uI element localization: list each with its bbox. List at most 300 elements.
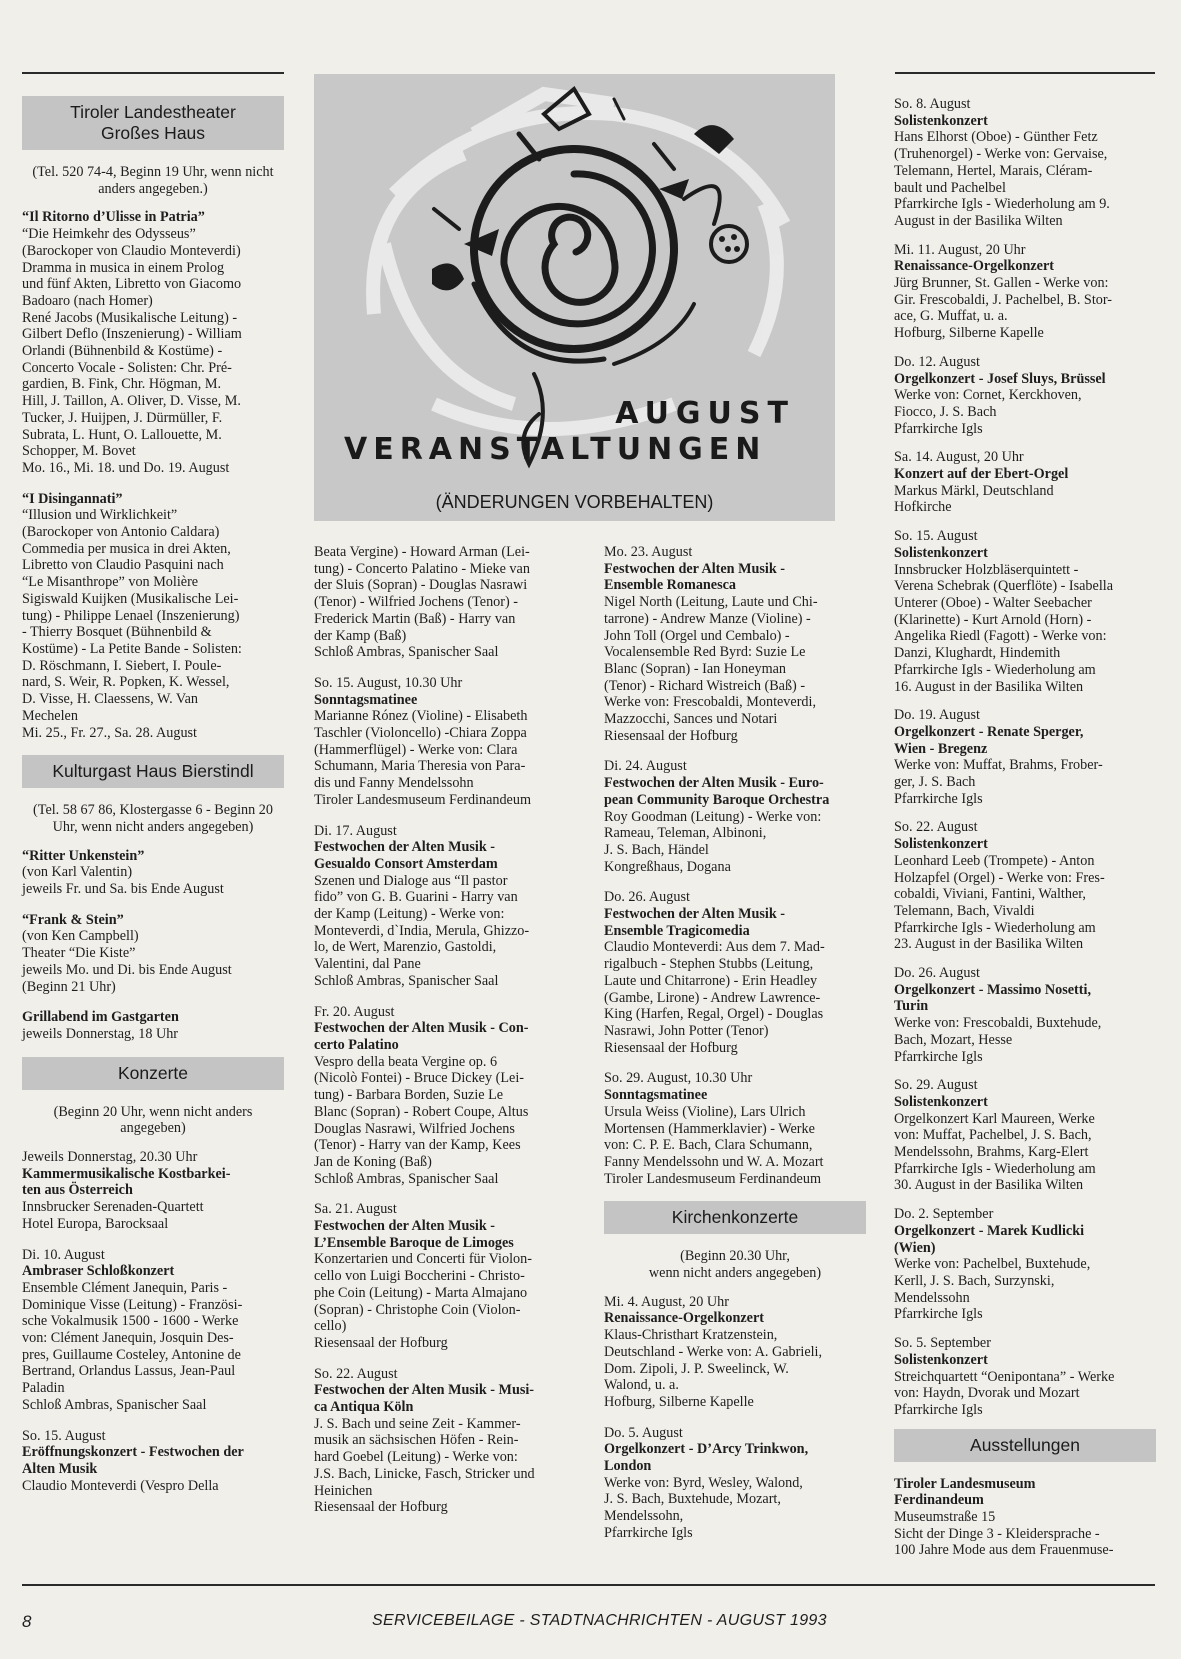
- event-line: (von Ken Campbell): [22, 928, 139, 945]
- event-line: rigalbuch - Stephen Stubbs (Leitung,: [604, 956, 814, 973]
- event-line: Sigiswald Kuijken (Musikalische Lei-: [22, 590, 239, 607]
- event-title-line: Turin: [894, 998, 929, 1015]
- event-line: Jan de Koning (Baß): [314, 1153, 432, 1170]
- event-line: Dominique Visse (Leitung) - Französi-: [22, 1296, 243, 1313]
- event-line: “Illusion und Wirklichkeit”: [22, 507, 178, 524]
- event-line: Tiroler Landesmuseum Ferdinandeum: [604, 1170, 821, 1187]
- event-item: [314, 544, 572, 661]
- event-item: Do. 5. August Orgelkonzert - D’Arcy Trinkwon, London Werke von: Byrd, Wesley, Walond, J. S. Bach, Buxtehude, Mozart, Mendelssohn, Pfarrkirche Igls: [604, 1425, 866, 1542]
- event-title-line: Sonntagsmatinee: [314, 691, 418, 708]
- event-line: der Sluis (Sopran) - Douglas Nasrawi: [314, 577, 528, 594]
- section-subtitle: (Tel. 520 74-4, Beginn 19 Uhr, wenn nicht anders angegeben.): [32, 164, 274, 197]
- event-line: Verena Schebrak (Querflöte) - Isabella: [894, 578, 1114, 595]
- event-line: J.S. Bach, Linicke, Fasch, Stricker und: [314, 1465, 535, 1482]
- event-details: [604, 594, 866, 744]
- event-line: (Gambe, Lirone) - Andrew Lawrence-: [604, 989, 821, 1006]
- event-title: [314, 839, 572, 872]
- event-line: (Barockoper von Antonio Caldara): [22, 524, 220, 541]
- event-line: Mendelssohn,: [604, 1508, 684, 1525]
- event-item: Jeweils Donnerstag, 20.30 Uhr Kammermusikalische Kostbarkei- ten aus Österreich Innsbrucker Serenaden-Quartett Hotel Europa, Barocksaal: [22, 1149, 284, 1233]
- event-line: Gilbert Deflo (Inszenierung) - William: [22, 326, 242, 343]
- section-header-bierstindl: Kulturgast Haus Bierstindl: [22, 755, 284, 788]
- event-title: [22, 1166, 284, 1199]
- event-line: Innsbrucker Holzbläserquintett -: [894, 561, 1079, 578]
- event-line: (Truhenorgel) - Werke von: Gervaise,: [894, 146, 1108, 163]
- event-title: [894, 1223, 1156, 1256]
- event-line: (Tenor) - Wilfried Jochens (Tenor) -: [314, 594, 518, 611]
- event-line: ger, J. S. Bach: [894, 774, 976, 791]
- event-line: Mazzocchi, Sances und Notari: [604, 711, 778, 728]
- event-title: [604, 1441, 866, 1474]
- event-line: (Tenor) - Harry van der Kamp, Kees: [314, 1137, 521, 1154]
- event-line: der Kamp (Baß): [314, 627, 407, 644]
- event-line: Pfarrkirche Igls - Wiederholung am 9.: [894, 196, 1110, 213]
- event-line: Orlandi (Bühnenbild & Kostüme) -: [22, 343, 223, 360]
- event-line: Heinichen: [314, 1482, 373, 1499]
- event-line: Ensemble Clément Janequin, Paris -: [22, 1279, 228, 1296]
- event-line: 23. August in der Basilika Wilten: [894, 936, 1084, 953]
- event-line: Pfarrkirche Igls - Wiederholung am: [894, 919, 1096, 936]
- event-line: sche Vokalmusik 1500 - 1600 - Werke: [22, 1313, 239, 1330]
- event-details: [604, 939, 866, 1056]
- event-line: von: Haydn, Dvorak und Mozart: [894, 1385, 1080, 1402]
- event-details: [604, 1327, 866, 1411]
- event-line: cobaldi, Viviani, Fantini, Walther,: [894, 886, 1086, 903]
- event-line: Schumann, Maria Theresia von Para-: [314, 758, 526, 775]
- event-details: [894, 1256, 1156, 1323]
- event-line: Pfarrkirche Igls: [894, 1306, 983, 1323]
- event-title-line: Sonntagsmatinee: [604, 1087, 708, 1104]
- event-line: Hans Elhorst (Oboe) - Günther Fetz: [894, 129, 1098, 146]
- event-title: [894, 1094, 1156, 1111]
- event-title-line: Solistenkonzert: [894, 112, 988, 129]
- event-line: Pfarrkirche Igls: [894, 420, 983, 437]
- event-line: nard, S. Weir, R. Popken, K. Wessel,: [22, 674, 230, 691]
- event-title-line: Ambraser Schloßkonzert: [22, 1263, 175, 1280]
- event-line: Szenen und Dialoge aus “Il pastor: [314, 872, 508, 889]
- event-line: Danzi, Klughardt, Hindemith: [894, 645, 1061, 662]
- event-line: und fünf Akten, Libretto von Giacomo: [22, 276, 242, 293]
- event-line: D. Visse, H. Claessens, W. Van: [22, 691, 198, 708]
- column-4: [894, 96, 1156, 1573]
- event-line: (von Karl Valentin): [22, 864, 133, 881]
- event-line: Blanc (Sopran) - Robert Coupe, Altus: [314, 1103, 529, 1120]
- event-line: Werke von: Frescobaldi, Buxtehude,: [894, 1015, 1102, 1032]
- event-title: [314, 1218, 572, 1251]
- event-line: dis und Fanny Mendelssohn: [314, 775, 474, 792]
- event-line: Streichquartett “Oenipontana” - Werke: [894, 1368, 1115, 1385]
- footer-text: SERVICEBEILAGE - STADTNACHRICHTEN - AUGUST 1993: [372, 1612, 827, 1629]
- section-subtitle: (Tel. 58 67 86, Klostergasse 6 - Beginn 20 Uhr, wenn nicht anders angegeben): [33, 802, 273, 835]
- event-title-line: Solistenkonzert: [894, 1351, 988, 1368]
- event-line: Sicht der Dinge 3 - Kleidersprache -: [894, 1525, 1100, 1542]
- event-line: Orgelkonzert Karl Maureen, Werke: [894, 1110, 1095, 1127]
- event-line: Schloß Ambras, Spanischer Saal: [22, 1396, 207, 1413]
- event-details: [894, 1015, 1156, 1065]
- event-line: Schopper, M. Bovet: [22, 443, 136, 460]
- event-title-line: Renaissance-Orgelkonzert: [604, 1310, 764, 1327]
- event-details: [22, 864, 284, 897]
- event-line: Theater “Die Kiste”: [22, 945, 136, 962]
- event-line: (Nicolò Fontei) - Bruce Dickey (Lei-: [314, 1070, 524, 1087]
- event-title-line: Kammermusikalische Kostbarkei-: [22, 1165, 231, 1182]
- event-item: Mo. 23. August Festwochen der Alten Musik - Ensemble Romanesca Nigel North (Leitung, Laute und Chi- tarrone) - Andrew Manze (Violine) - John Toll (Orgel und Cembalo) - Vocalensemble Red Byrd: Suzie Le Blanc (Sopran) - Ian Honeyman (Tenor) - Richard Wistreich (Baß) - Werke von: Frescobaldi, Monteverdi, Mazzocchi, Sances und Notari Riesensaal der Hofburg: [604, 544, 866, 744]
- event-line: Leonhard Leeb (Trompete) - Anton: [894, 852, 1095, 869]
- event-line: Hofkirche: [894, 499, 952, 516]
- event-line: Kostüme) - La Petite Bande - Solisten:: [22, 640, 242, 657]
- event-line: musik an sächsischen Höfen - Rein-: [314, 1432, 519, 1449]
- event-line: tung) - Concerto Palatino - Mieke van: [314, 560, 530, 577]
- event-details: [314, 1416, 572, 1516]
- event-details: [314, 544, 572, 661]
- event-line: cello von Luigi Boccherini - Christo-: [314, 1268, 525, 1285]
- event-line: (Klarinette) - Kurt Arnold (Horn) -: [894, 611, 1092, 628]
- event-line: Hofburg, Silberne Kapelle: [894, 325, 1044, 342]
- event-line: (Sopran) - Christophe Coin (Violon-: [314, 1301, 521, 1318]
- event-item: Grillabend im Gastgarten jeweils Donnerstag, 18 Uhr: [22, 1009, 284, 1042]
- event-line: (Beginn 20.30 Uhr,: [680, 1248, 790, 1265]
- event-details: [894, 562, 1156, 696]
- hero-title-veranstaltungen: VERANSTALTUNGEN: [344, 432, 767, 467]
- event-title-line: Orgelkonzert - Marek Kudlicki: [894, 1222, 1085, 1239]
- event-title: [22, 1444, 284, 1477]
- event-title: [894, 371, 1156, 388]
- event-line: Schloß Ambras, Spanischer Saal: [314, 972, 499, 989]
- event-details: [22, 1478, 284, 1495]
- event-line: von: Muffat, Pachelbel, J. S. Bach,: [894, 1127, 1092, 1144]
- event-line: Mechelen: [22, 707, 78, 724]
- event-item: “Il Ritorno d’Ulisse in Patria” “Die Heimkehr des Odysseus” (Barockoper von Claudio Monteverdi) Dramma in musica in einem Prolog und fünf Akten, Libretto von Giacomo Badoaro (nach Homer) René Jacobs (Musikalische Leitung) - Gilbert Deflo (Inszenierung) - William Orlandi (Bühnenbild & Kostüme) - Concerto Vocale - Solisten: Chr. Pré- gardien, B. Fink, Chr. Högman, M. Hill, J. Taillon, A. Oliver, D. Visse, M. Tucker, J. Huijpen, J. Dürmüller, F. Subrata, L. Hunt, O. Lallouette, M. Schopper, M. Bovet Mo. 16., Mi. 18. und Do. 19. August: [22, 209, 284, 476]
- event-line: Werke von: Pachelbel, Buxtehude,: [894, 1256, 1091, 1273]
- event-details: [314, 1251, 572, 1351]
- event-title-line: Festwochen der Alten Musik -: [314, 1218, 496, 1235]
- column-2: [314, 544, 572, 1530]
- event-title: [894, 113, 1156, 130]
- event-line: tung) - Barbara Borden, Suzie Le: [314, 1087, 504, 1104]
- event-details: [894, 1369, 1156, 1419]
- event-title-line: Solistenkonzert: [894, 544, 988, 561]
- section-subtitle: [610, 1248, 860, 1281]
- event-line: der Kamp (Leitung) - Werke von:: [314, 906, 505, 923]
- event-line: Tucker, J. Huijpen, J. Dürmüller, F.: [22, 409, 223, 426]
- event-title: [894, 545, 1156, 562]
- column-3: [604, 544, 866, 1556]
- event-line: Telemann, Hertel, Marais, Cléram-: [894, 162, 1093, 179]
- column-1: [22, 92, 284, 1508]
- event-line: Mo. 16., Mi. 18. und Do. 19. August: [22, 459, 230, 476]
- hero-note: (ÄNDERUNGEN VORBEHALTEN): [435, 492, 714, 512]
- event-line: Walond, u. a.: [604, 1377, 679, 1394]
- event-line: Innsbrucker Serenaden-Quartett: [22, 1199, 204, 1216]
- event-title-line: ca Antiqua Köln: [314, 1399, 414, 1416]
- event-title-line: Festwochen der Alten Musik -: [604, 906, 786, 923]
- section-header-kirchenkonzerte: Kirchenkonzerte: [604, 1201, 866, 1234]
- event-item: Di. 10. August Ambraser Schloßkonzert Ensemble Clément Janequin, Paris - Dominique Visse (Leitung) - Französi- sche Vokalmusik 1500 - 1600 - Werke von: Clément Janequin, Josquin Des- pres, Guillaume Costeley, Antonine de Bertrand, Orlandus Lassus, Jean-Paul Paladin Schloß Ambras, Spanischer Saal: [22, 1247, 284, 1414]
- event-line: tung) - Philippe Lenael (Inszenierung): [22, 607, 240, 624]
- event-line: cello): [314, 1318, 347, 1335]
- event-title: [894, 258, 1156, 275]
- event-line: Badoaro (nach Homer): [22, 292, 153, 309]
- event-title-line: pean Community Baroque Orchestra: [604, 791, 830, 808]
- event-line: Vespro della beata Vergine op. 6: [314, 1053, 498, 1070]
- event-line: (Hammerflügel) - Werke von: Clara: [314, 741, 518, 758]
- event-title-line: Solistenkonzert: [894, 836, 988, 853]
- event-line: Kongreßhaus, Dogana: [604, 858, 731, 875]
- event-line: Holzapfel (Orgel) - Werke von: Fres-: [894, 869, 1105, 886]
- event-item: Do. 2. September Orgelkonzert - Marek Kudlicki (Wien) Werke von: Pachelbel, Buxtehude, Kerll, J. S. Bach, Surzynski, Mendelssohn Pfarrkirche Igls: [894, 1206, 1156, 1323]
- event-title-line: Konzert auf der Ebert-Orgel: [894, 466, 1069, 483]
- page-number: 8: [22, 1612, 32, 1631]
- event-line: lo, de Wert, Marenzio, Gastoldi,: [314, 939, 497, 956]
- event-item: So. 29. August Solistenkonzert Orgelkonzert Karl Maureen, Werke von: Muffat, Pachelbel, J. S. Bach, Mendelssohn, Brahms, Karg-Elert Pfarrkirche Igls - Wiederholung am 30. August in der Basilika Wilten: [894, 1077, 1156, 1194]
- event-title: [894, 1476, 1156, 1509]
- event-line: Deutschland - Werke von: A. Gabrieli,: [604, 1343, 823, 1360]
- event-line: tarrone) - Andrew Manze (Violine) -: [604, 610, 811, 627]
- event-title-line: Tiroler Landesmuseum: [894, 1475, 1036, 1492]
- event-line: Blanc (Sopran) - Ian Honeyman: [604, 660, 787, 677]
- section-subtitle: (Beginn 20 Uhr, wenn nicht anders angegeben): [53, 1103, 253, 1137]
- event-line: Nigel North (Leitung, Laute und Chi-: [604, 594, 818, 611]
- event-title-line: Orgelkonzert - D’Arcy Trinkwon,: [604, 1441, 809, 1458]
- event-line: wenn nicht anders angegeben): [648, 1265, 822, 1282]
- section-header-landestheater: Tiroler Landestheater Großes Haus: [22, 96, 284, 150]
- event-line: Hill, J. Taillon, A. Oliver, D. Visse, M.: [22, 393, 241, 410]
- event-line: Dramma in musica in einem Prolog: [22, 259, 225, 276]
- event-line: Concerto Vocale - Solisten: Chr. Pré-: [22, 359, 232, 376]
- event-title: [604, 775, 866, 808]
- event-item: Di. 17. August Festwochen der Alten Musik - Gesualdo Consort Amsterdam Szenen und Dialoge aus “Il pastor fido” von G. B. Guarini - Harry van der Kamp (Leitung) - Werke von: Monteverdi, d`India, Merula, Ghizzo- lo, de Wert, Marenzio, Gastoldi, Valentini, dal Pane Schloß Ambras, Spanischer Saal: [314, 823, 572, 990]
- event-title-line: Festwochen der Alten Musik -: [604, 560, 786, 577]
- event-line: (Beginn 21 Uhr): [22, 978, 116, 995]
- event-line: Tiroler Landesmuseum Ferdinandeum: [314, 791, 531, 808]
- event-details: [22, 507, 284, 741]
- event-line: Schloß Ambras, Spanischer Saal: [314, 644, 499, 661]
- event-item: So. 22. August Festwochen der Alten Musik - Musi- ca Antiqua Köln J. S. Bach und seine Zeit - Kammer- musik an sächsischen Höfen - Rein- hard Goebel (Leitung) - Werke von: J.S. Bach, Linicke, Fasch, Stricker und Heinichen Riesensaal der Hofburg: [314, 1366, 572, 1516]
- event-line: gardien, B. Fink, Chr. Högman, M.: [22, 376, 222, 393]
- event-title: [894, 982, 1156, 1015]
- event-title: [604, 561, 866, 594]
- event-title: [894, 724, 1156, 757]
- event-line: Pfarrkirche Igls - Wiederholung am: [894, 1160, 1096, 1177]
- event-line: Mendelssohn: [894, 1289, 970, 1306]
- event-line: Paladin: [22, 1380, 65, 1397]
- event-item: Sa. 21. August Festwochen der Alten Musik - L’Ensemble Baroque de Limoges Konzertarien und Concerti für Violon- cello von Luigi Boccherini - Christo- phe Coin (Leitung) - Marta Almajano (Sopran) - Christophe Coin (Violon- cello) Riesensaal der Hofburg: [314, 1201, 572, 1351]
- event-title-line: Gesualdo Consort Amsterdam: [314, 855, 498, 872]
- event-line: King (Harfen, Regal, Orgel) - Douglas: [604, 1006, 824, 1023]
- event-title: [314, 692, 572, 709]
- event-line: Dom. Zipoli, J. P. Sweelinck, W.: [604, 1360, 789, 1377]
- event-line: Kerll, J. S. Bach, Surzynski,: [894, 1273, 1055, 1289]
- event-line: Marianne Rónez (Violine) - Elisabeth: [314, 708, 528, 725]
- event-details: [604, 1104, 866, 1188]
- event-line: August in der Basilika Wilten: [894, 212, 1063, 229]
- event-line: J. S. Bach, Händel: [604, 841, 709, 858]
- event-line: Pfarrkirche Igls: [894, 790, 983, 807]
- event-line: pres, Guillaume Costeley, Antonine de: [22, 1346, 241, 1363]
- event-title: [604, 1087, 866, 1104]
- bottom-rule: [22, 1584, 1155, 1586]
- event-line: von: C. P. E. Bach, Clara Schumann,: [604, 1137, 813, 1154]
- event-line: 16. August in der Basilika Wilten: [894, 678, 1084, 695]
- event-line: phe Coin (Leitung) - Marta Almajano: [314, 1284, 528, 1301]
- event-title: [894, 1352, 1156, 1369]
- event-title-line: Wien - Bregenz: [894, 740, 988, 757]
- event-details: [22, 1026, 284, 1043]
- event-line: Claudio Monteverdi (Vespro Della: [22, 1477, 219, 1494]
- event-title-line: Festwochen der Alten Musik - Musi-: [314, 1382, 535, 1399]
- event-line: Markus Märkl, Deutschland: [894, 482, 1054, 499]
- event-details: [610, 1248, 860, 1281]
- event-line: 30. August in der Basilika Wilten: [894, 1177, 1084, 1194]
- event-line: jeweils Fr. und Sa. bis Ende August: [22, 881, 224, 898]
- event-title: [604, 906, 866, 939]
- event-item: Do. 12. August Orgelkonzert - Josef Sluys, Brüssel Werke von: Cornet, Kerckhoven, Fiocco, J. S. Bach Pfarrkirche Igls: [894, 354, 1156, 438]
- event-line: Subrata, L. Hunt, O. Lallouette, M.: [22, 426, 222, 443]
- event-item: So. 5. September Solistenkonzert Streichquartett “Oenipontana” - Werke von: Haydn, Dvorak und Mozart Pfarrkirche Igls: [894, 1335, 1156, 1419]
- event-title-line: Orgelkonzert - Massimo Nosetti,: [894, 981, 1091, 998]
- event-title: [894, 836, 1156, 853]
- event-line: von: Clément Janequin, Josquin Des-: [22, 1330, 234, 1347]
- event-line: Pfarrkirche Igls: [894, 1401, 983, 1418]
- event-line: Werke von: Byrd, Wesley, Walond,: [604, 1474, 803, 1491]
- event-item: Sa. 14. August, 20 Uhr Konzert auf der Ebert-Orgel Markus Märkl, Deutschland Hofkirche: [894, 449, 1156, 516]
- event-details: [22, 1280, 284, 1414]
- event-details: [314, 708, 572, 808]
- event-line: (Tenor) - Richard Wistreich (Baß) -: [604, 677, 806, 694]
- event-title-line: certo Palatino: [314, 1036, 399, 1053]
- event-title-line: Renaissance-Orgelkonzert: [894, 258, 1054, 275]
- top-rule-right: [895, 72, 1155, 74]
- event-line: - Thierry Bosquet (Bühnenbild &: [22, 624, 212, 641]
- top-rule-left: [22, 72, 284, 74]
- event-title-line: Ensemble Romanesca: [604, 577, 737, 594]
- event-title-line: Orgelkonzert - Josef Sluys, Brüssel: [894, 370, 1106, 387]
- event-details: [604, 809, 866, 876]
- event-title-line: ten aus Österreich: [22, 1182, 133, 1199]
- event-item: Di. 24. August Festwochen der Alten Musik - Euro- pean Community Baroque Orchestra Roy Goodman (Leitung) - Werke von: Rameau, Teleman, Albinoni, J. S. Bach, Händel Kongreßhaus, Dogana: [604, 758, 866, 875]
- event-line: Fanny Mendelssohn und W. A. Mozart: [604, 1153, 824, 1170]
- event-item: So. 15. August Solistenkonzert Innsbrucker Holzbläserquintett - Verena Schebrak (Querflöte) - Isabella Unterer (Oboe) - Walter Seebacher (Klarinette) - Kurt Arnold (Horn) - Angelika Riedl (Fagott) - Werke von: Danzi, Klughardt, Hindemith Pfarrkirche Igls - Wiederholung am 16. August in der Basilika Wilten: [894, 528, 1156, 695]
- event-item: Do. 19. August Orgelkonzert - Renate Sperger, Wien - Bregenz Werke von: Muffat, Brahms, Frober- ger, J. S. Bach Pfarrkirche Igls: [894, 707, 1156, 807]
- event-details: [314, 873, 572, 990]
- event-line: Douglas Nasrawi, Wilfried Jochens: [314, 1120, 515, 1137]
- event-title: [894, 466, 1156, 483]
- event-line: Hofburg, Silberne Kapelle: [604, 1393, 754, 1410]
- event-details: [22, 1199, 284, 1232]
- event-line: Werke von: Frescobaldi, Monteverdi,: [604, 694, 817, 711]
- event-details: [604, 1475, 866, 1542]
- event-line: hard Goebel (Leitung) - Werke von:: [314, 1449, 518, 1466]
- event-line: Claudio Monteverdi: Aus dem 7. Mad-: [604, 939, 825, 956]
- event-item: “Ritter Unkenstein” (von Karl Valentin) jeweils Fr. und Sa. bis Ende August: [22, 848, 284, 898]
- event-details: [22, 928, 284, 995]
- event-line: Laute und Chitarrone) - Erin Headley: [604, 972, 818, 989]
- event-details: [894, 129, 1156, 229]
- event-line: Monteverdi, d`India, Merula, Ghizzo-: [314, 922, 530, 939]
- event-line: Nasrawi, John Potter (Tenor): [604, 1022, 769, 1039]
- event-item: So. 15. August, 10.30 Uhr Sonntagsmatinee Marianne Rónez (Violine) - Elisabeth Taschler (Violoncello) -Chiara Zoppa (Hammerflügel) - Werke von: Clara Schumann, Maria Theresia von Para- dis und Fanny Mendelssohn Tiroler Landesmuseum Ferdinandeum: [314, 675, 572, 809]
- event-title-line: Ferdinandeum: [894, 1492, 984, 1509]
- event-details: [894, 1509, 1156, 1559]
- event-line: Konzertarien und Concerti für Violon-: [314, 1251, 532, 1268]
- event-line: Fiocco, J. S. Bach: [894, 403, 997, 420]
- event-title: [314, 1382, 572, 1415]
- event-title-line: Orgelkonzert - Renate Sperger,: [894, 723, 1084, 740]
- event-line: Bach, Mozart, Hesse: [894, 1031, 1013, 1048]
- event-item: So. 29. August, 10.30 Uhr Sonntagsmatinee Ursula Weiss (Violine), Lars Ulrich Mortensen (Hammerklavier) - Werke von: C. P. E. Bach, Clara Schumann, Fanny Mendelssohn und W. A. Mozart Tiroler Landesmuseum Ferdinandeum: [604, 1070, 866, 1187]
- event-title-line: L’Ensemble Baroque de Limoges: [314, 1234, 514, 1251]
- event-line: Hotel Europa, Barocksaal: [22, 1215, 169, 1232]
- hero-title-august: AUGUST: [615, 396, 795, 431]
- event-details: [894, 483, 1156, 516]
- section-header-konzerte: Konzerte: [22, 1057, 284, 1090]
- event-details: [894, 275, 1156, 342]
- event-line: Mortensen (Hammerklavier) - Werke: [604, 1120, 815, 1137]
- event-line: Riesensaal der Hofburg: [604, 1039, 738, 1056]
- event-title: [22, 1263, 284, 1280]
- event-item: So. 22. August Solistenkonzert Leonhard Leeb (Trompete) - Anton Holzapfel (Orgel) - Werke von: Fres- cobaldi, Viviani, Fantini, Walther, Telemann, Bach, Vivaldi Pfarrkirche Igls - Wiederholung am 23. August in der Basilika Wilten: [894, 819, 1156, 953]
- event-line: Jürg Brunner, St. Gallen - Werke von:: [894, 275, 1109, 292]
- event-title-line: Solistenkonzert: [894, 1093, 988, 1110]
- event-line: Taschler (Violoncello) -Chiara Zoppa: [314, 725, 527, 742]
- event-line: Gir. Frescobaldi, J. Pachelbel, B. Stor-: [894, 291, 1113, 308]
- event-details: [894, 757, 1156, 807]
- section-header-ausstellungen: Ausstellungen: [894, 1429, 1156, 1462]
- event-item: So. 15. August Eröffnungskonzert - Festwochen der Alten Musik Claudio Monteverdi (Vespro Della: [22, 1428, 284, 1495]
- event-line: Werke von: Cornet, Kerckhoven,: [894, 387, 1082, 404]
- event-line: “Le Misanthrope” von Molière: [22, 574, 199, 591]
- event-details: [894, 387, 1156, 437]
- event-line: “Die Heimkehr des Odysseus”: [22, 226, 196, 243]
- event-line: J. S. Bach und seine Zeit - Kammer-: [314, 1415, 521, 1432]
- event-title: [604, 1310, 866, 1327]
- event-line: Valentini, dal Pane: [314, 956, 421, 973]
- event-line: 100 Jahre Mode aus dem Frauenmuse-: [894, 1542, 1114, 1559]
- event-line: Riesensaal der Hofburg: [314, 1499, 448, 1516]
- event-item: Mi. 11. August, 20 Uhr Renaissance-Orgelkonzert Jürg Brunner, St. Gallen - Werke von: Gir. Frescobaldi, J. Pachelbel, B. Stor- ace, G. Muffat, u. a. Hofburg, Silberne Kapelle: [894, 242, 1156, 342]
- event-item: Fr. 20. August Festwochen der Alten Musik - Con- certo Palatino Vespro della beata Vergine op. 6 (Nicolò Fontei) - Bruce Dickey (Lei- tung) - Barbara Borden, Suzie Le Blanc (Sopran) - Robert Coupe, Altus Douglas Nasrawi, Wilfried Jochens (Tenor) - Harry van der Kamp, Kees Jan de Koning (Baß) Schloß Ambras, Spanischer Saal: [314, 1004, 572, 1188]
- event-line: Mendelssohn, Brahms, Karg-Elert: [894, 1144, 1089, 1161]
- event-title-line: Festwochen der Alten Musik - Con-: [314, 1020, 529, 1037]
- event-title-line: London: [604, 1458, 652, 1475]
- event-item: “I Disingannati” “Illusion und Wirklichkeit” (Barockoper von Antonio Caldara) Commedia per musica in drei Akten, Libretto von Claudio Pasquini nach “Le Misanthrope” von Molière Sigiswald Kuijken (Musikalische Lei- tung) - Philippe Lenael (Inszenierung) - Thierry Bosquet (Bühnenbild & Kostüme) - La Petite Bande - Solisten: D. Röschmann, I. Siebert, I. Poule- nard, S. Weir, R. Popken, K. Wessel, D. Visse, H. Claessens, W. Van Mechelen Mi. 25., Fr. 27., Sa. 28. August: [22, 491, 284, 742]
- event-line: Klaus-Christhart Kratzenstein,: [604, 1327, 778, 1344]
- event-line: bault und Pachelbel: [894, 179, 1006, 196]
- event-title: [314, 1020, 572, 1053]
- event-title-line: Festwochen der Alten Musik - Euro-: [604, 775, 824, 792]
- event-line: Telemann, Bach, Vivaldi: [894, 902, 1035, 919]
- event-line: Werke von: Muffat, Brahms, Frober-: [894, 757, 1103, 774]
- event-line: fido” von G. B. Guarini - Harry van: [314, 889, 518, 906]
- event-item: Mi. 4. August, 20 Uhr Renaissance-Orgelkonzert Klaus-Christhart Kratzenstein, Deutschland - Werke von: A. Gabrieli, Dom. Zipoli, J. P. Sweelinck, W. Walond, u. a. Hofburg, Silberne Kapelle: [604, 1294, 866, 1411]
- event-line: Unterer (Oboe) - Walter Seebacher: [894, 594, 1092, 611]
- event-title-line: Alten Musik: [22, 1461, 98, 1477]
- event-title-line: Eröffnungskonzert - Festwochen der: [22, 1444, 244, 1461]
- event-line: Ursula Weiss (Violine), Lars Ulrich: [604, 1103, 806, 1120]
- event-line: D. Röschmann, I. Siebert, I. Poule-: [22, 657, 222, 674]
- event-line: Mi. 25., Fr. 27., Sa. 28. August: [22, 724, 198, 741]
- event-line: jeweils Mo. und Di. bis Ende August: [22, 961, 232, 978]
- event-line: Riesensaal der Hofburg: [604, 727, 738, 744]
- event-line: Angelika Riedl (Fagott) - Werke von:: [894, 628, 1107, 645]
- event-line: Libretto von Claudio Pasquini nach: [22, 557, 224, 574]
- event-line: (Barockoper von Claudio Monteverdi): [22, 242, 241, 259]
- event-item: Do. 26. August Orgelkonzert - Massimo Nosetti, Turin Werke von: Frescobaldi, Buxtehude, Bach, Mozart, Hesse Pfarrkirche Igls: [894, 965, 1156, 1065]
- event-line: Pfarrkirche Igls: [894, 1048, 983, 1065]
- event-line: Riesensaal der Hofburg: [314, 1334, 448, 1351]
- event-line: Beata Vergine) - Howard Arman (Lei-: [314, 544, 530, 560]
- event-details: [894, 853, 1156, 953]
